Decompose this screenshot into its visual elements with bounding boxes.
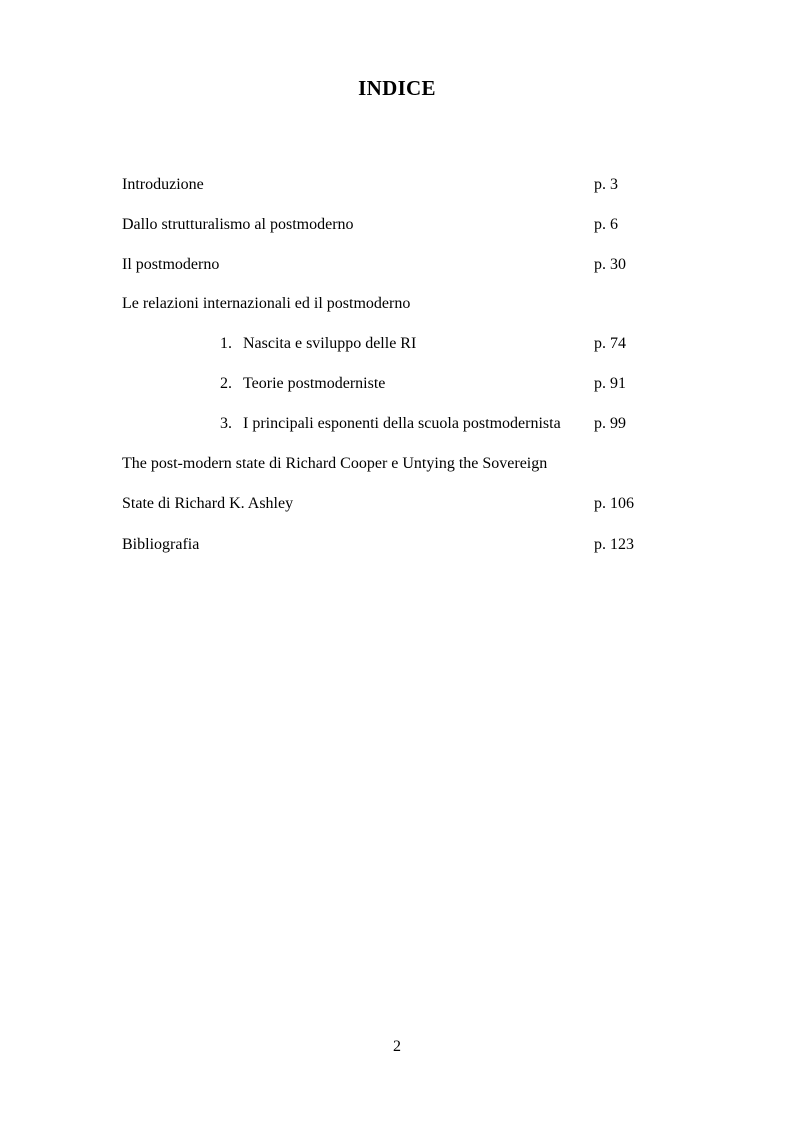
- toc-entry-page: p. 106: [594, 495, 634, 512]
- toc-entry-label: Introduzione: [122, 176, 204, 193]
- toc-entry-page: p. 123: [594, 536, 634, 553]
- toc-subentry-esponenti: [0, 412, 794, 436]
- toc-subentry-number: 2.: [220, 375, 232, 392]
- toc-subentry-number: 1.: [220, 335, 232, 352]
- toc-subentry-teorie: [0, 372, 794, 396]
- toc-subentry-page: p. 91: [594, 375, 626, 392]
- toc-subentry-label: Teorie postmoderniste: [243, 375, 386, 392]
- toc-entry-label: Dallo strutturalismo al postmoderno: [122, 216, 354, 233]
- toc-entry-introduzione: [0, 173, 794, 197]
- toc-entry-postmoderno: [0, 253, 794, 277]
- toc-subentry-number: 3.: [220, 415, 232, 432]
- toc-subentry-nascita: [0, 332, 794, 356]
- page-title: INDICE: [358, 76, 436, 100]
- toc-entry-label: Bibliografia: [122, 536, 200, 553]
- page-number: 2: [393, 1038, 401, 1055]
- toc-entry-cooper-line2: [0, 492, 794, 516]
- toc-entry-label: State di Richard K. Ashley: [122, 495, 294, 512]
- toc-entry-strutturalismo: [0, 213, 794, 237]
- toc-entry-relazioni: [0, 292, 794, 316]
- toc-subentry-page: p. 74: [594, 335, 626, 352]
- toc-entry-label: The post-modern state di Richard Cooper e Untying the Sovereign: [122, 455, 548, 472]
- toc-subentry-label: I principali esponenti della scuola postmodernista: [243, 415, 561, 432]
- toc-entry-label: Il postmoderno: [122, 256, 220, 273]
- toc-subentry-page: p. 99: [594, 415, 626, 432]
- toc-entry-label: Le relazioni internazionali ed il postmoderno: [122, 295, 411, 312]
- toc-entry-page: p. 30: [594, 256, 626, 273]
- toc-entry-page: p. 3: [594, 176, 618, 193]
- toc-subentry-label: Nascita e sviluppo delle RI: [243, 335, 417, 352]
- toc-entry-cooper-line1: [0, 452, 794, 476]
- toc-entry-page: p. 6: [594, 216, 618, 233]
- toc-entry-bibliografia: [0, 533, 794, 557]
